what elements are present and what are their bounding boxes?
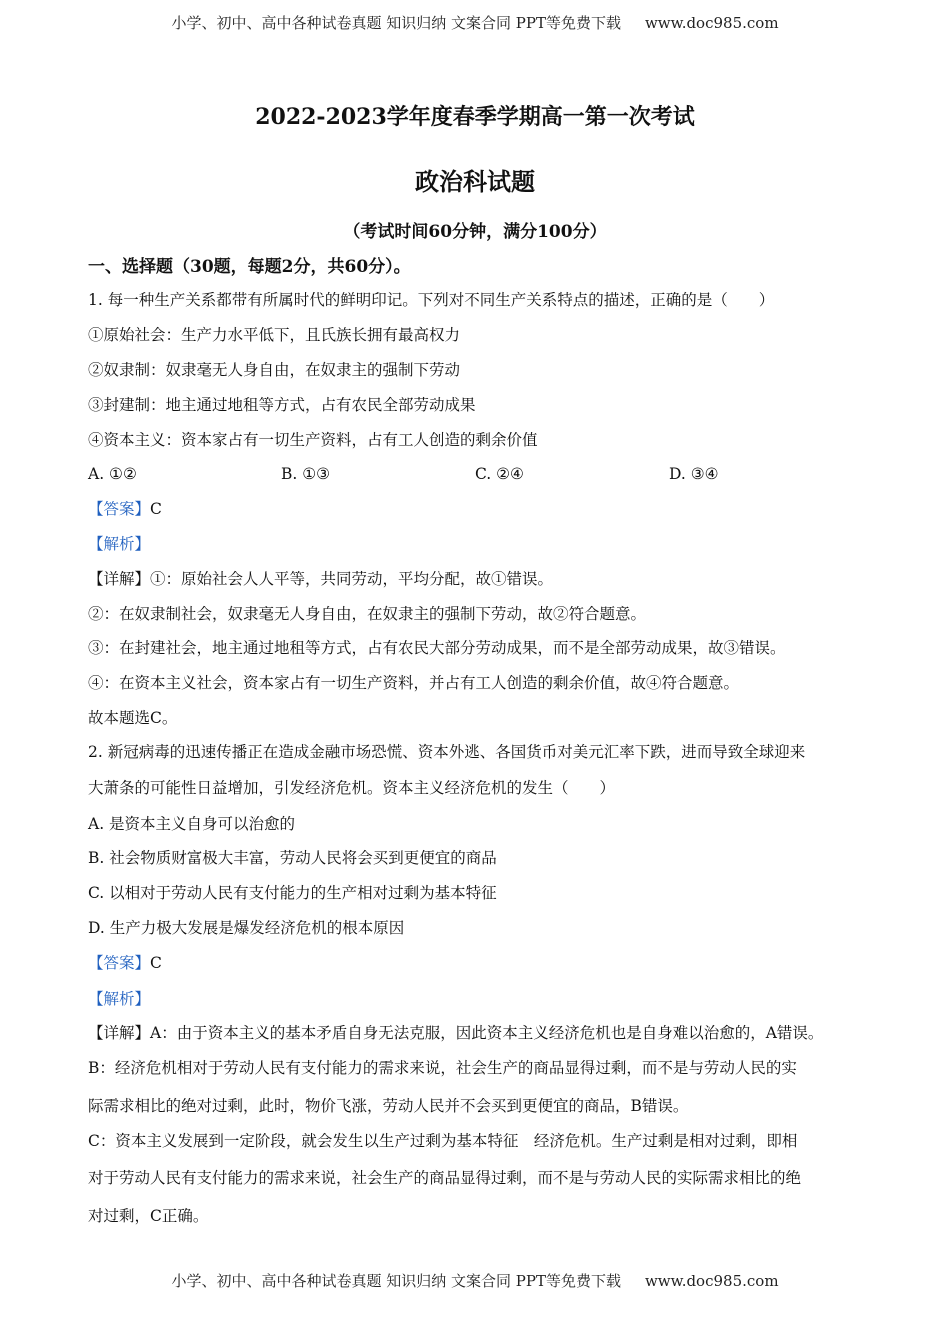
q2-stem-line: 2. 新冠病毒的迅速传播正在造成金融市场恐慌、资本外逃、各国货币对美元汇率下跌，进而导致全球迎来 [88, 743, 806, 761]
q1-detail-line: ④：在资本主义社会，资本家占有一切生产资料，并占有工人创造的剩余价值，故④符合题意。 [88, 674, 740, 692]
detail-text: A：由于资本主义的基本矛盾自身无法克服，因此资本主义经济危机也是自身难以治愈的，A错误。 [150, 1024, 824, 1042]
q2-detail-line [88, 1022, 868, 1044]
q2-detail-line: B：经济危机相对于劳动人民有支付能力的需求来说，社会生产的商品显得过剩，而不是与劳动人民的实 [88, 1059, 797, 1077]
q1-analysis-label: 【解析】 [88, 535, 151, 553]
exam-title: 2022-2023学年度春季学期高一第一次考试 [255, 104, 695, 130]
footer-text: 小学、初中、高中各种试卷真题 知识归纳 文案合同 PPT等免费下载 [171, 1272, 621, 1290]
q1-stem: 1. 每一种生产关系都带有所属时代的鲜明印记。下列对不同生产关系特点的描述，正确的是（ ） [88, 291, 775, 309]
page-header [0, 12, 950, 33]
q1-answer [88, 498, 868, 520]
section-heading: 一、选择题（30题，每题2分，共60分）。 [88, 257, 411, 277]
answer-label: 【答案】 [88, 500, 151, 518]
answer-value: C [150, 500, 162, 518]
q2-answer [88, 952, 868, 974]
q1-detail-line [88, 568, 868, 590]
q1-item: ①原始社会：生产力水平低下，且氏族长拥有最高权力 [88, 326, 461, 344]
q1-option-d: D. ③④ [669, 465, 719, 483]
q2-analysis-label: 【解析】 [88, 990, 151, 1008]
header-url[interactable]: www.doc985.com [644, 14, 779, 32]
detail-text: ①：原始社会人人平等，共同劳动，平均分配，故①错误。 [150, 570, 554, 588]
header-text: 小学、初中、高中各种试卷真题 知识归纳 文案合同 PPT等免费下载 [171, 14, 621, 32]
page-footer [0, 1270, 950, 1291]
q2-stem-line: 大萧条的可能性日益增加，引发经济危机。资本主义经济危机的发生（ ） [88, 779, 616, 797]
detail-label: 【详解】 [88, 570, 151, 588]
q1-item: ②奴隶制：奴隶毫无人身自由，在奴隶主的强制下劳动 [88, 361, 461, 379]
q2-detail-line: 对于劳动人民有支付能力的需求来说，社会生产的商品显得过剩，而不是与劳动人民的实际需求相比的绝 [88, 1169, 802, 1187]
q1-option-b: B. ①③ [281, 465, 331, 483]
q2-option-a: A. 是资本主义自身可以治愈的 [88, 815, 296, 833]
q1-option-c: C. ②④ [475, 465, 524, 483]
detail-label: 【详解】 [88, 1024, 151, 1042]
q2-detail-line: 际需求相比的绝对过剩，此时，物价飞涨，劳动人民并不会买到更便宜的商品，B错误。 [88, 1097, 689, 1115]
q1-detail-line: ②：在奴隶制社会，奴隶毫无人身自由，在奴隶主的强制下劳动，故②符合题意。 [88, 605, 647, 623]
q1-detail-line: 故本题选C。 [88, 709, 178, 727]
q2-detail-line: C：资本主义发展到一定阶段，就会发生以生产过剩为基本特征 经济危机。生产过剩是相对过剩，即相 [88, 1132, 798, 1150]
q2-option-d: D. 生产力极大发展是爆发经济危机的根本原因 [88, 919, 405, 937]
exam-info: （考试时间60分钟，满分100分） [343, 222, 607, 242]
footer-url[interactable]: www.doc985.com [644, 1272, 779, 1290]
q2-option-b: B. 社会物质财富极大丰富，劳动人民将会买到更便宜的商品 [88, 849, 497, 867]
q1-item: ③封建制：地主通过地租等方式，占有农民全部劳动成果 [88, 396, 476, 414]
exam-subject: 政治科试题 [415, 167, 535, 196]
q1-option-a: A. ①② [88, 465, 137, 483]
q2-detail-line: 对过剩，C正确。 [88, 1207, 209, 1225]
answer-value: C [150, 954, 162, 972]
q1-detail-line: ③：在封建社会，地主通过地租等方式，占有农民大部分劳动成果，而不是全部劳动成果，故③错误。 [88, 639, 786, 657]
q1-item: ④资本主义：资本家占有一切生产资料，占有工人创造的剩余价值 [88, 431, 538, 449]
answer-label: 【答案】 [88, 954, 151, 972]
q2-option-c: C. 以相对于劳动人民有支付能力的生产相对过剩为基本特征 [88, 884, 497, 902]
